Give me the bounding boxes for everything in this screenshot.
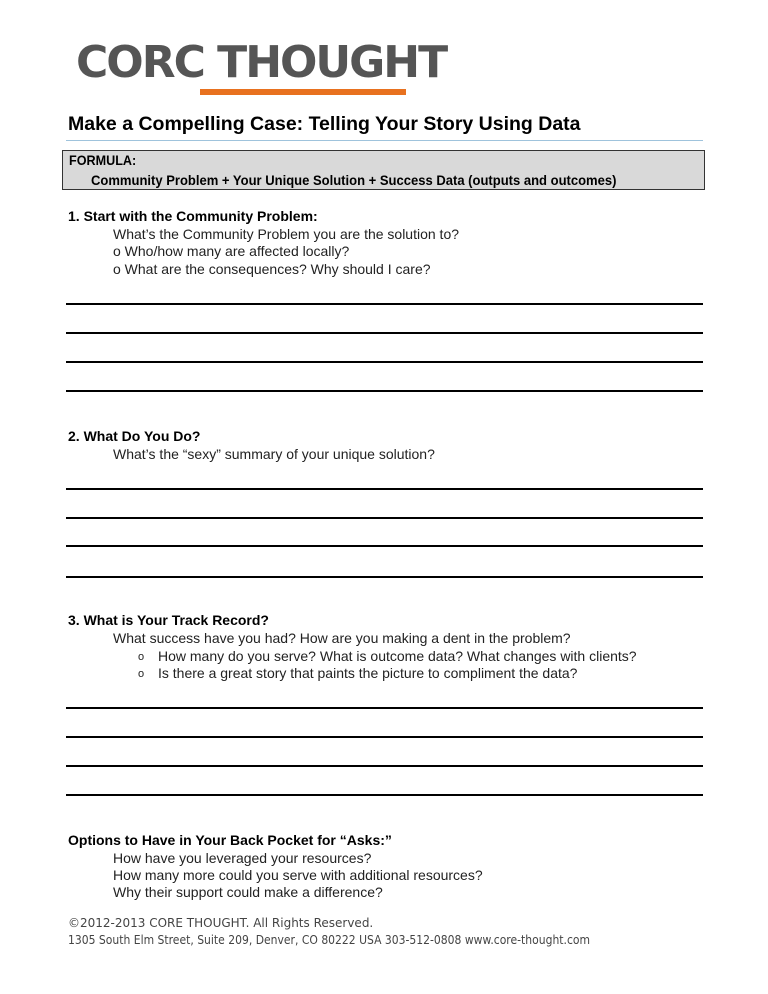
answer-line[interactable] <box>66 736 703 738</box>
answer-line[interactable] <box>66 390 703 392</box>
footer-address: 1305 South Elm Street, Suite 209, Denver, CO 80222 USA 303-512-0808 www.core-thought.com <box>68 933 591 947</box>
answer-line[interactable] <box>66 765 703 767</box>
bullet-marker: o <box>138 651 145 663</box>
section1-line: What’s the Community Problem you are the solution to? <box>113 226 460 242</box>
answer-line[interactable] <box>66 576 703 578</box>
options-heading: Options to Have in Your Back Pocket for “Asks:” <box>68 832 392 848</box>
answer-line[interactable] <box>66 517 703 519</box>
section3-line: Is there a great story that paints the picture to compliment the data? <box>158 665 578 681</box>
bullet-marker: o <box>138 668 145 680</box>
section1-line: o Who/how many are affected locally? <box>113 243 350 259</box>
formula-box <box>62 150 705 190</box>
logo-underline <box>200 89 406 95</box>
answer-line[interactable] <box>66 303 703 305</box>
formula-text: Community Problem + Your Unique Solution + Success Data (outputs and outcomes) <box>91 172 617 188</box>
answer-line[interactable] <box>66 545 703 547</box>
title-divider <box>66 140 703 141</box>
answer-line[interactable] <box>66 332 703 334</box>
section2-line: What’s the “sexy” summary of your unique solution? <box>113 446 435 462</box>
options-line: Why their support could make a difference? <box>113 884 383 900</box>
section3-heading: 3. What is Your Track Record? <box>68 612 269 628</box>
section3-line: What success have you had? How are you making a dent in the problem? <box>113 630 571 646</box>
logo-text: CORC THOUGHT <box>76 37 447 88</box>
section1-line: o What are the consequences? Why should I care? <box>113 261 431 277</box>
answer-line[interactable] <box>66 488 703 490</box>
options-line: How have you leveraged your resources? <box>113 850 372 866</box>
section2-heading: 2. What Do You Do? <box>68 428 201 444</box>
answer-line[interactable] <box>66 794 703 796</box>
footer-copyright: ©2012-2013 CORE THOUGHT. All Rights Reserved. <box>68 916 374 930</box>
section1-heading: 1. Start with the Community Problem: <box>68 208 318 224</box>
formula-label: FORMULA: <box>69 152 137 168</box>
page-title: Make a Compelling Case: Telling Your Story Using Data <box>68 113 581 135</box>
answer-line[interactable] <box>66 361 703 363</box>
section3-line: How many do you serve? What is outcome data? What changes with clients? <box>158 648 637 664</box>
options-line: How many more could you serve with additional resources? <box>113 867 483 883</box>
answer-line[interactable] <box>66 707 703 709</box>
